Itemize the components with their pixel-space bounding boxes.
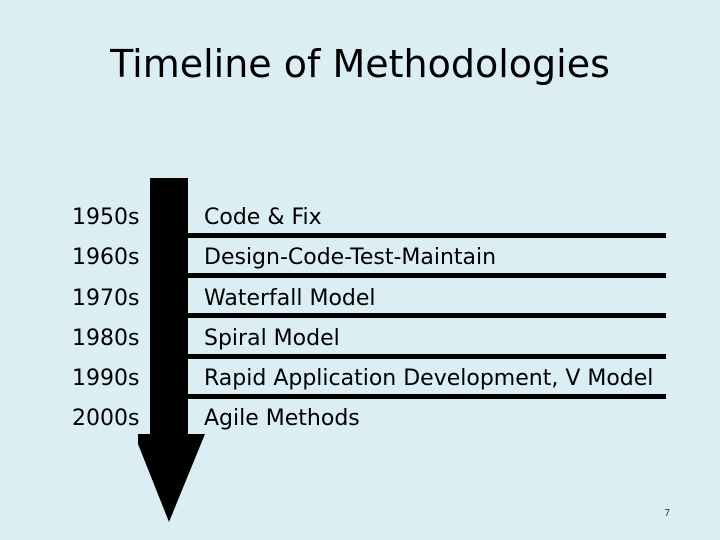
method-label: Design-Code-Test-Maintain <box>204 245 497 271</box>
method-label: Spiral Model <box>204 325 340 351</box>
decade-label: 1960s <box>72 245 140 271</box>
slide-title: Timeline of Methodologies <box>110 42 610 86</box>
method-column <box>204 200 653 442</box>
decade-label: 1950s <box>72 205 140 230</box>
decade-column <box>72 200 139 442</box>
page-number: 7 <box>664 508 671 519</box>
method-label: Rapid Application Development, V Model <box>204 366 654 392</box>
decade-label: 1980s <box>72 325 140 351</box>
method-label: Agile Methods <box>204 406 360 432</box>
method-label: Code & Fix <box>204 205 322 230</box>
decade-label: 2000s <box>72 406 140 432</box>
decade-label: 1990s <box>72 366 140 392</box>
method-label: Waterfall Model <box>204 285 376 311</box>
decade-label: 1970s <box>72 285 140 311</box>
